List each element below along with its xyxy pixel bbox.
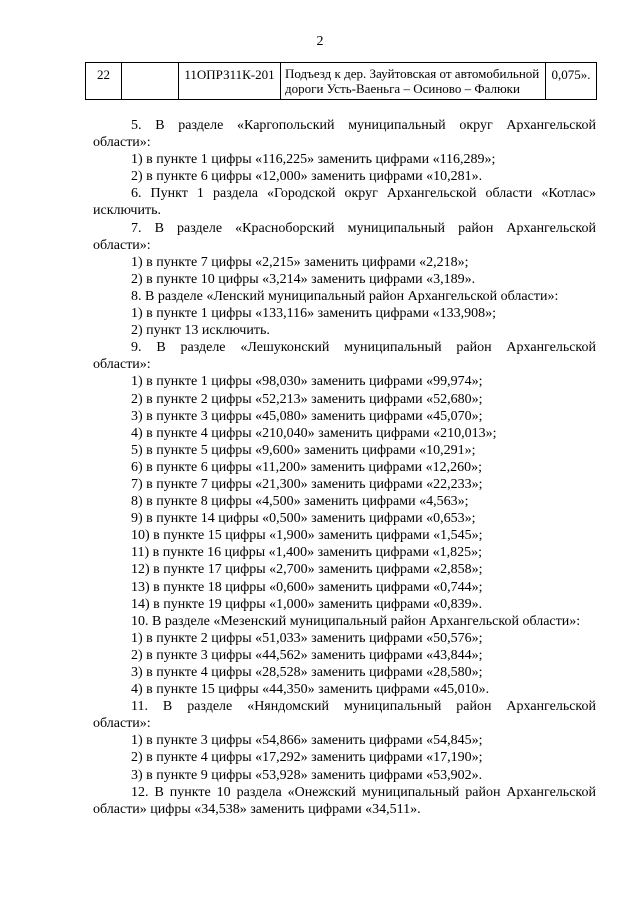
table-cell-road-name: Подъезд к дер. Зауйтовская от автомобильной дороги Усть-Ваеньга – Осиново – Фалюки (281, 63, 546, 100)
page-number: 2 (316, 34, 324, 49)
road-table (85, 62, 597, 100)
paragraph-line: 9. В разделе «Лешуконский муниципальный район Архангельской (131, 340, 596, 356)
paragraph-line: 13) в пункте 18 цифры «0,600» заменить цифрами «0,744»; (131, 579, 483, 595)
paragraph-line: 12. В пункте 10 раздела «Онежский муниципальный район Архангельской (131, 784, 596, 800)
paragraph-continuation: области» цифры «34,538» заменить цифрами «34,511». (93, 801, 421, 817)
paragraph-continuation: области»: (93, 716, 151, 732)
paragraph-line: 1) в пункте 1 цифры «116,225» заменить цифрами «116,289»; (131, 152, 496, 168)
paragraph-continuation: исключить. (93, 203, 161, 219)
paragraph-line: 11. В разделе «Няндомский муниципальный район Архангельской (131, 699, 596, 715)
paragraph-continuation: области»: (93, 135, 151, 151)
paragraph-line: 10) в пункте 15 цифры «1,900» заменить цифрами «1,545»; (131, 528, 483, 544)
paragraph-line: 3) в пункте 3 цифры «45,080» заменить цифрами «45,070»; (131, 408, 483, 424)
table-cell-number: 22 (86, 63, 122, 100)
paragraph-continuation: области»: (93, 357, 151, 373)
paragraph-line: 14) в пункте 19 цифры «1,000» заменить цифрами «0,839». (131, 596, 483, 612)
paragraph-line: 6) в пункте 6 цифры «11,200» заменить цифрами «12,260»; (131, 459, 482, 475)
paragraph-line: 8) в пункте 8 цифры «4,500» заменить цифрами «4,563»; (131, 494, 469, 510)
paragraph-line: 1) в пункте 1 цифры «98,030» заменить цифрами «99,974»; (131, 374, 483, 390)
paragraph-line: 11) в пункте 16 цифры «1,400» заменить цифрами «1,825»; (131, 545, 482, 561)
paragraph-line: 7) в пункте 7 цифры «21,300» заменить цифрами «22,233»; (131, 476, 483, 492)
paragraph-line: 12) в пункте 17 цифры «2,700» заменить цифрами «2,858»; (131, 562, 483, 578)
paragraph-line: 2) в пункте 10 цифры «3,214» заменить цифрами «3,189». (131, 271, 476, 287)
paragraph-line: 7. В разделе «Красноборский муниципальный район Архангельской (131, 220, 596, 236)
table-cell-empty (122, 63, 179, 100)
paragraph-line: 2) в пункте 4 цифры «17,292» заменить цифрами «17,190»; (131, 750, 483, 766)
document-body (93, 117, 596, 818)
paragraph-line: 3) в пункте 9 цифры «53,928» заменить цифрами «53,902». (131, 767, 483, 783)
paragraph-line: 9) в пункте 14 цифры «0,500» заменить цифрами «0,653»; (131, 511, 476, 527)
paragraph-line: 1) в пункте 1 цифры «133,116» заменить цифрами «133,908»; (131, 306, 496, 322)
paragraph-line: 5) в пункте 5 цифры «9,600» заменить цифрами «10,291»; (131, 442, 476, 458)
paragraph-line: 2) в пункте 2 цифры «52,213» заменить цифрами «52,680»; (131, 391, 483, 407)
paragraph-line: 5. В разделе «Каргопольский муниципальный округ Архангельской (131, 118, 596, 133)
paragraph-continuation: области»: (93, 237, 151, 253)
paragraph-line: 8. В разделе «Ленский муниципальный район Архангельской области»: (131, 288, 559, 304)
paragraph-line: 4) в пункте 4 цифры «210,040» заменить цифрами «210,013»; (131, 425, 497, 441)
paragraph-line: 2) в пункте 3 цифры «44,562» заменить цифрами «43,844»; (131, 647, 483, 663)
paragraph-line: 6. Пункт 1 раздела «Городской округ Архангельской области «Котлас» (131, 186, 596, 202)
paragraph-line: 1) в пункте 7 цифры «2,215» заменить цифрами «2,218»; (131, 254, 469, 270)
table-cell-length: 0,075». (546, 63, 597, 100)
table-row (86, 63, 597, 100)
paragraph-line: 10. В разделе «Мезенский муниципальный район Архангельской области»: (131, 613, 581, 629)
table-cell-road-code: 11ОПРЗ11К-201 (179, 63, 281, 100)
paragraph-line: 3) в пункте 4 цифры «28,528» заменить цифрами «28,580»; (131, 665, 483, 680)
paragraph-line: 1) в пункте 3 цифры «54,866» заменить цифрами «54,845»; (131, 733, 483, 749)
paragraph-line: 4) в пункте 15 цифры «44,350» заменить цифрами «45,010». (131, 682, 490, 698)
paragraph-line: 2) пункт 13 исключить. (131, 323, 270, 339)
paragraph-line: 1) в пункте 2 цифры «51,033» заменить цифрами «50,576»; (131, 630, 483, 646)
paragraph-line: 2) в пункте 6 цифры «12,000» заменить цифрами «10,281». (131, 169, 483, 185)
